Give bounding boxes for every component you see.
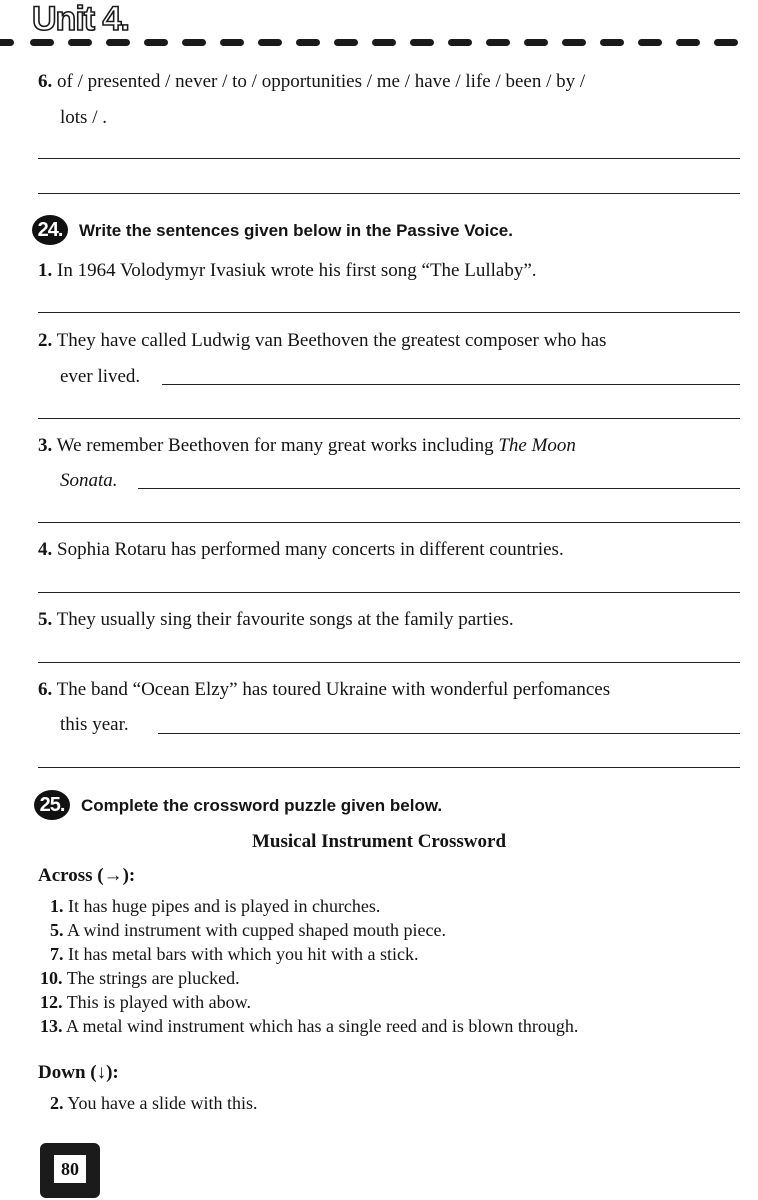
answer-line[interactable] — [138, 488, 740, 489]
down-clue — [50, 1091, 258, 1115]
crossword-title: Musical Instrument Crossword — [251, 831, 507, 852]
clue-text: It has metal bars with which you hit with a stick. — [68, 944, 419, 964]
clue-number: 2. — [50, 1093, 64, 1113]
sentence-6 — [38, 678, 610, 702]
answer-line[interactable] — [38, 418, 740, 419]
clue-number: 10. — [40, 968, 63, 988]
answer-line[interactable] — [38, 158, 740, 159]
sentence-continuation: this year. — [60, 714, 129, 735]
answer-line[interactable] — [38, 767, 740, 768]
scrambled-sentence-6 — [38, 70, 585, 94]
across-label: Across (→): — [38, 865, 136, 886]
clue-number: 1. — [50, 896, 64, 916]
item-number: 2. — [38, 330, 53, 351]
sentence-text: In 1964 Volodymyr Ivasiuk wrote his first song “The Lullaby”. — [57, 260, 537, 281]
task-number-badge: 25. — [34, 790, 70, 820]
sentence-3 — [38, 434, 576, 458]
page-number: 80 — [54, 1155, 86, 1183]
task-instruction: Write the sentences given below in the Passive Voice. — [79, 221, 513, 240]
item-number: 1. — [38, 260, 53, 281]
scrambled-words-line1: of / presented / never / to / opportunities / me / have / life / been / by / — [57, 71, 586, 92]
clue-number: 13. — [40, 1016, 63, 1036]
across-clue — [40, 990, 251, 1014]
scrambled-words-line2: lots / . — [60, 107, 107, 128]
task-instruction: Complete the crossword puzzle given below. — [81, 796, 443, 815]
sentence-1 — [38, 259, 537, 283]
answer-line[interactable] — [162, 384, 740, 385]
page-number-badge — [40, 1143, 100, 1198]
answer-line[interactable] — [38, 662, 740, 663]
clue-number: 5. — [50, 920, 64, 940]
item-number: 4. — [38, 539, 53, 560]
item-number: 3. — [38, 435, 53, 456]
clue-text: The strings are plucked. — [66, 968, 240, 988]
sentence-text: We remember Beethoven for many great works including — [56, 435, 499, 456]
answer-line[interactable] — [38, 193, 740, 194]
sentence-text: Sophia Rotaru has performed many concerts in different countries. — [57, 539, 564, 560]
item-number: 5. — [38, 609, 53, 630]
sentence-5 — [38, 608, 514, 632]
clue-text: A wind instrument with cupped shaped mouth piece. — [67, 920, 446, 940]
down-label: Down (↓): — [38, 1062, 119, 1083]
sentence-continuation: Sonata. — [60, 470, 118, 491]
across-clue — [50, 894, 380, 918]
clue-text: It has huge pipes and is played in churches. — [68, 896, 381, 916]
sentence-text: The band “Ocean Elzy” has toured Ukraine with wonderful perfomances — [56, 679, 611, 700]
answer-line[interactable] — [38, 312, 740, 313]
answer-line[interactable] — [38, 592, 740, 593]
across-clue — [40, 1014, 578, 1038]
across-clue — [50, 942, 418, 966]
italic-title: The Moon — [498, 435, 576, 456]
item-number: 6. — [38, 71, 53, 92]
sentence-text: They have called Ludwig van Beethoven the greatest composer who has — [56, 330, 607, 351]
across-clue — [40, 966, 240, 990]
sentence-2 — [38, 329, 606, 353]
task-number-badge: 24. — [32, 215, 68, 245]
clue-text: A metal wind instrument which has a single reed and is blown through. — [66, 1016, 579, 1036]
sentence-text: They usually sing their favourite songs at the family parties. — [56, 609, 514, 630]
clue-text: You have a slide with this. — [67, 1093, 258, 1113]
header-dash-rule — [0, 36, 758, 48]
answer-line[interactable] — [38, 522, 740, 523]
clue-number: 7. — [50, 944, 64, 964]
clue-text: This is played with abow. — [66, 992, 251, 1012]
item-number: 6. — [38, 679, 53, 700]
clue-number: 12. — [40, 992, 63, 1012]
sentence-4 — [38, 538, 564, 562]
unit-title: Unit 4. — [32, 0, 129, 38]
across-clue — [50, 918, 446, 942]
sentence-continuation: ever lived. — [60, 366, 141, 387]
answer-line[interactable] — [158, 733, 740, 734]
